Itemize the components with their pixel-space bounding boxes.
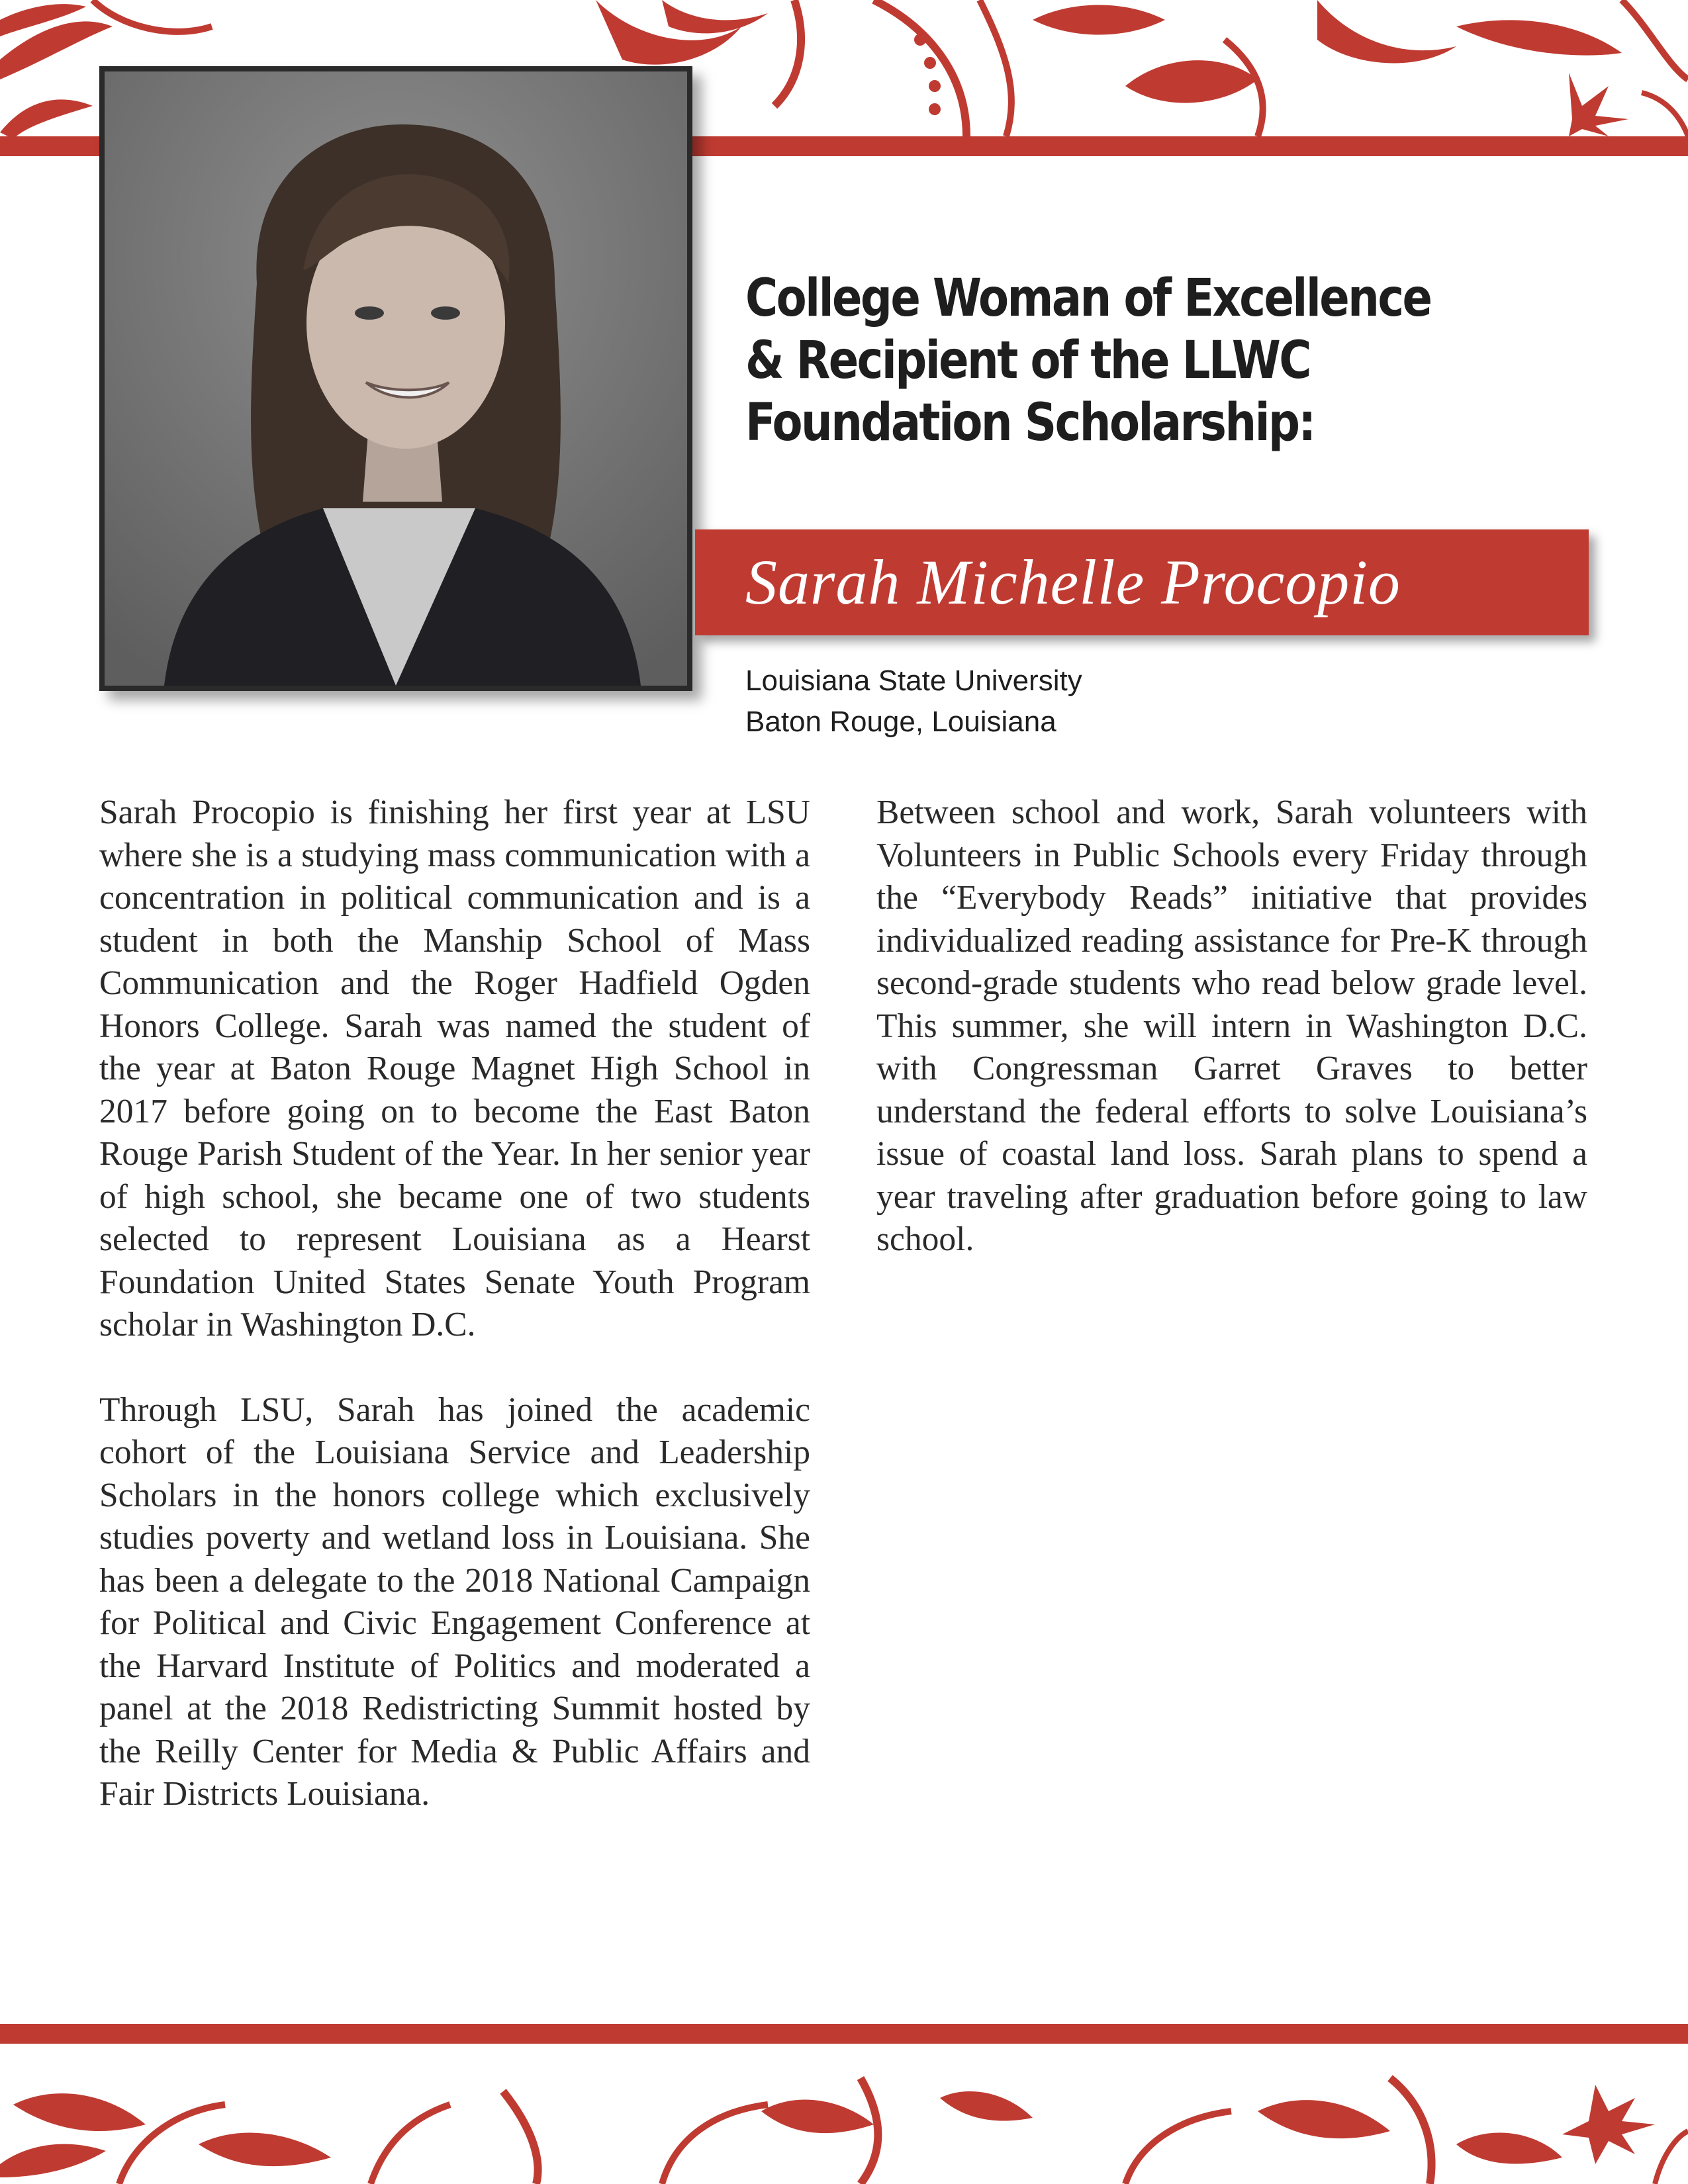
bio-right-column <box>876 792 1587 1304</box>
award-title-line: Foundation Scholarship: <box>745 393 1315 453</box>
school-name: Louisiana State University <box>745 664 1082 697</box>
name-banner <box>695 529 1589 635</box>
school-info <box>745 660 1082 743</box>
portrait-photo-icon <box>105 71 687 686</box>
award-title-line: & Recipient of the LLWC <box>745 331 1310 390</box>
bio-paragraph: Through LSU, Sarah has joined the academic cohort of the Louisiana Service and Leadership Scholars in the honors college which exclusively studies poverty and wetland loss in Louisiana. She has been a delegate to the 2018 National Campaign for Political and Civic Engagement Conference at the Harvard Institute of Politics and moderated a panel at the 2018 Redistricting Summit hosted by the Reilly Center for Media & Public Affairs and Fair Districts Louisiana. <box>99 1390 810 1813</box>
school-location: Baton Rouge, Louisiana <box>745 705 1056 738</box>
bio-paragraph: Between school and work, Sarah volunteers with Volunteers in Public Schools every Friday through the “Everybody Reads” initiative that provides individualized reading assistance for Pre-K through second-grade students who read below grade level. This summer, she will intern in Washington D.C. with Congressman Garret Graves to better understand the federal efforts to solve Louisiana’s issue of coastal land loss. Sarah plans to spend a year traveling after graduation before going to law school. <box>876 794 1587 1258</box>
award-title-line: College Woman of Excellence <box>745 269 1431 328</box>
bio-left-column <box>99 792 810 1858</box>
bottom-floral-border <box>0 2012 1688 2184</box>
recipient-name: Sarah Michelle Procopio <box>745 547 1401 617</box>
award-title <box>745 267 1429 454</box>
portrait-photo <box>99 66 692 691</box>
bio-paragraph: Sarah Procopio is finishing her first year at LSU where she is a studying mass communication with a concentration in political communication and is a student in both the Manship School of Mass Communication and the Roger Hadfield Ogden Honors College. Sarah was named the student of the year at Baton Rouge Magnet High School in 2017 before going on to become the East Baton Rouge Parish Student of the Year. In her senior year of high school, she became one of two students selected to represent Louisiana as a Hearst Foundation United States Senate Youth Program scholar in Washington D.C. <box>99 794 810 1343</box>
